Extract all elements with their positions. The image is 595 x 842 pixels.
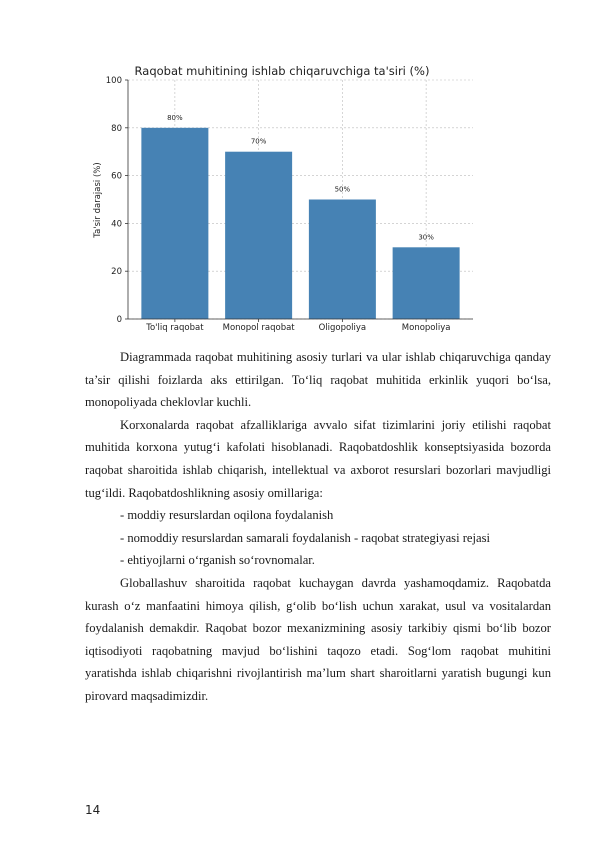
x-ticks: [145, 319, 450, 332]
page-number: 14: [85, 803, 101, 817]
y-tick-label: 20: [111, 267, 122, 278]
y-ticks: [106, 76, 128, 325]
y-tick-label: 80: [111, 123, 122, 134]
y-tick-label: 40: [111, 219, 122, 230]
x-tick-label: To'liq raqobat: [146, 323, 204, 332]
data-label: 50%: [334, 185, 351, 194]
y-axis-label: Ta'sir darajasi (%): [93, 162, 103, 238]
data-label: 70%: [250, 137, 267, 146]
y-tick-label: 0: [116, 315, 122, 325]
data-label: 80%: [167, 113, 183, 122]
bar: [393, 247, 460, 319]
data-label: 30%: [418, 233, 434, 242]
bar-chart: [88, 60, 478, 332]
list-item-surveys: - ehtiyojlarni o‘rganish so‘rovnomalar.: [120, 553, 315, 568]
x-tick-label: Monopol raqobat: [222, 323, 295, 332]
y-tick-label: 100: [105, 76, 122, 86]
paragraph-globalization: Globallashuv sharoitida raqobat kuchaygan davrda yashamoqdamiz. Raqobatda kurash o‘z manfaatini himoya qilish, g‘olib bo‘lish uchun xarakat, usul va vositalardan foydalanish demakdir. Raqobat bozor mexanizmining asosiy tarkibiy qismi bo‘lib bozor iqtisodiyoti raqobatning mavjud bo‘lishini taqozo etadi. Sog‘lom raqobat muhitini yaratishda ishlab chiqarishni rivojlantirish ma’lum shart sharoitlarni yaratish bugungi kun pirovard maqsadimizdir.: [85, 575, 551, 703]
body-text: [85, 346, 551, 708]
x-tick-label: Oligopoliya: [318, 323, 367, 332]
chart-title: Raqobat muhitining ishlab chiqaruvchiga ta'siri (%): [134, 64, 430, 78]
paragraph-chart-description: Diagrammada raqobat muhitining asosiy turlari va ular ishlab chiqaruvchiga qanday ta’sir qilishi foizlarda aks ettirilgan. To‘liq raqobat muhitida erkinlik yuqori bo‘lsa, monopoliyada cheklovlar kuchli.: [85, 350, 551, 410]
list-item-nonmaterial-resources: - nomoddiy resurslardan samarali foydalanish - raqobat strategiyasi rejasi: [120, 530, 490, 545]
list-item-material-resources: - moddiy resurslardan oqilona foydalanish: [120, 508, 334, 523]
paragraph-competition-advantages: Korxonalarda raqobat afzalliklariga avvalo sifat tizimlarini joriy etilishi raqobat muhitida korxona yutug‘i kafolati hisoblanadi. Raqobatdoshlik konseptsiyasida bozorda raqobat sharoitida ishlab chiqarish, intellektual va axborot resurslari bozorlari mavjudligi tug‘ildi. Raqobatdoshlikning asosiy omillariga:: [85, 417, 551, 500]
bar: [309, 200, 376, 320]
x-tick-label: Monopoliya: [401, 323, 451, 332]
y-tick-label: 60: [111, 171, 122, 182]
bar: [141, 128, 208, 319]
bar: [225, 152, 292, 319]
